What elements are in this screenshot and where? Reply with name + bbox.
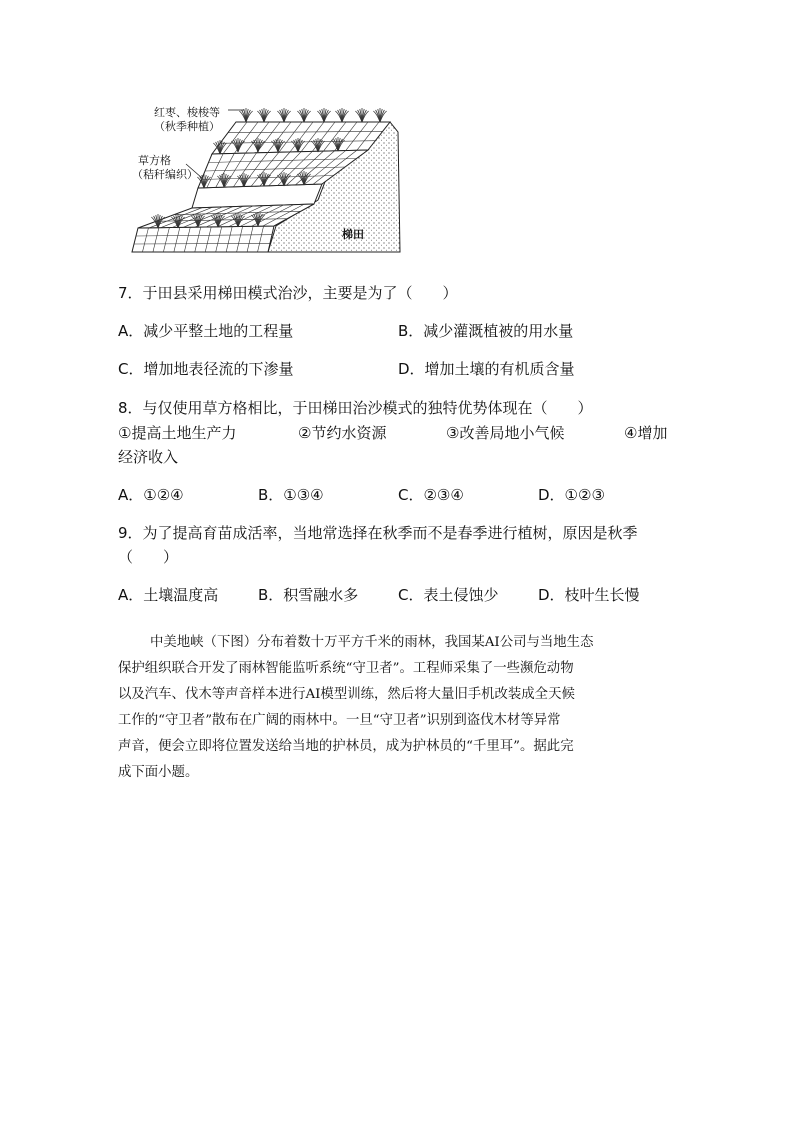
question-9-option-d[interactable]: D．枝叶生长慢 bbox=[538, 586, 640, 604]
question-8-option-a[interactable]: A．①②④ bbox=[118, 486, 184, 504]
question-9-stem-line2: （ ） bbox=[118, 548, 179, 566]
question-8-choice-1: ①提高土地生产力 bbox=[118, 424, 237, 442]
passage-line-6: 成下面小题。 bbox=[118, 765, 199, 780]
figure-label-terrace: 梯田 bbox=[342, 228, 364, 241]
bottom-tier bbox=[132, 226, 274, 252]
question-8-option-c[interactable]: C．②③④ bbox=[398, 486, 464, 504]
passage-line-1: 中美地峡（下图）分布着数十万平方千米的雨林，我国某AI公司与当地生态 bbox=[150, 635, 594, 650]
figure-label-grid-2: （秸秆编织） bbox=[132, 168, 198, 181]
figure-label-plants-2: （秋季种植） bbox=[154, 120, 220, 133]
question-8-choice-2: ②节约水资源 bbox=[298, 424, 387, 442]
question-8-option-b[interactable]: B．①③④ bbox=[258, 486, 324, 504]
question-7-option-b[interactable]: B．减少灌溉植被的用水量 bbox=[398, 322, 574, 340]
question-9-option-c[interactable]: C．表土侵蚀少 bbox=[398, 586, 499, 604]
question-7-option-a[interactable]: A．减少平整土地的工程量 bbox=[118, 322, 294, 340]
terrace-diagram bbox=[128, 92, 408, 262]
question-8-choice-4: ④增加 bbox=[624, 424, 668, 442]
question-7-option-c[interactable]: C．增加地表径流的下渗量 bbox=[118, 360, 294, 378]
passage-line-2: 保护组织联合开发了雨林智能监听系统“守卫者”。工程师采集了一些濒危动物 bbox=[118, 661, 574, 676]
passage-line-5: 声音，便会立即将位置发送给当地的护林员，成为护林员的“千里耳”。据此完 bbox=[118, 739, 574, 754]
figure-label-grid-1: 草方格 bbox=[138, 154, 171, 167]
figure-label-plants-1: 红枣、梭梭等 bbox=[154, 106, 220, 119]
question-9-option-b[interactable]: B．积雪融水多 bbox=[258, 586, 359, 604]
question-8-choice-4-cont: 经济收入 bbox=[118, 448, 179, 466]
question-7-stem: 7．于田县采用梯田模式治沙，主要是为了（ ） bbox=[118, 284, 458, 302]
question-9-stem-line1: 9．为了提高育苗成活率，当地常选择在秋季而不是春季进行植树，原因是秋季 bbox=[118, 524, 638, 542]
question-8-choice-3: ③改善局地小气候 bbox=[446, 424, 565, 442]
question-8-stem: 8．与仅使用草方格相比，于田梯田治沙模式的独特优势体现在（ ） bbox=[118, 399, 593, 417]
question-8-option-d[interactable]: D．①②③ bbox=[538, 486, 605, 504]
question-9-option-a[interactable]: A．土壤温度高 bbox=[118, 586, 219, 604]
question-7-option-d[interactable]: D．增加土壤的有机质含量 bbox=[398, 360, 575, 378]
passage-line-3: 以及汽车、伐木等声音样本进行AI模型训练，然后将大量旧手机改装成全天候 bbox=[118, 687, 575, 702]
passage-line-4: 工作的“守卫者”散布在广阔的雨林中。一旦“守卫者”识别到盗伐木材等异常 bbox=[118, 713, 561, 728]
